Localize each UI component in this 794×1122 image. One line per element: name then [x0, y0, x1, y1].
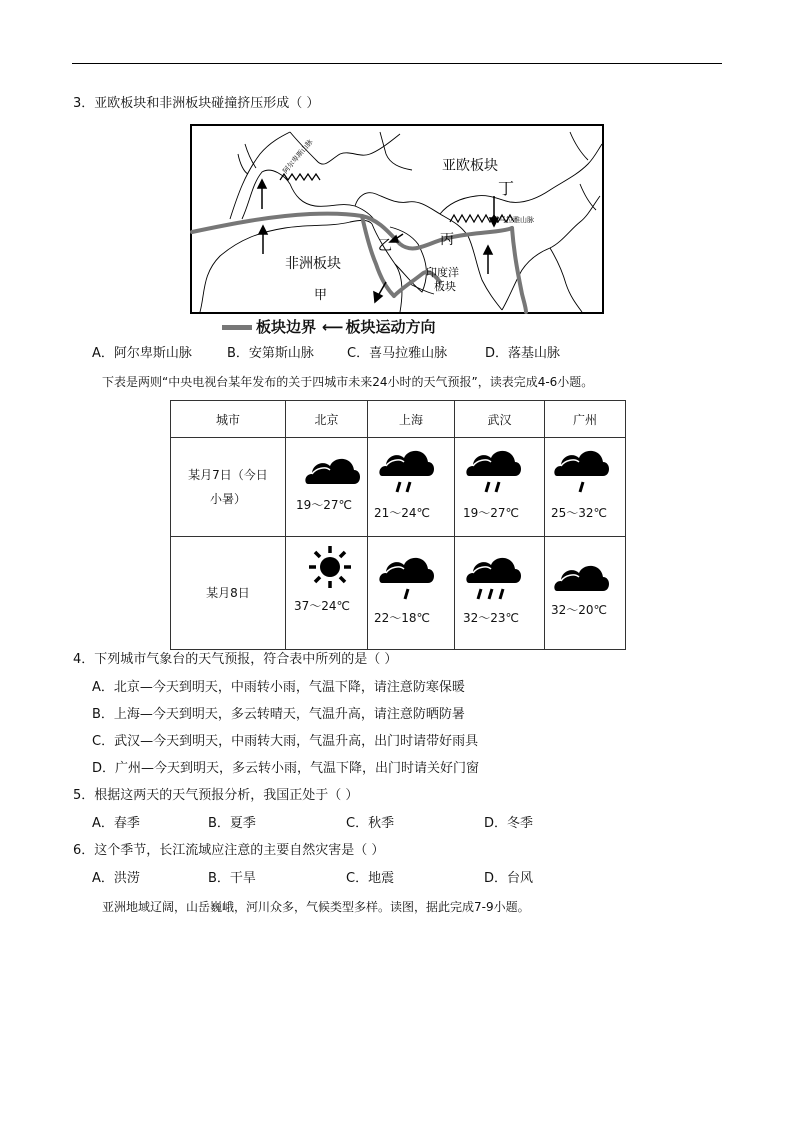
- q4-stem: 4．下列城市气象台的天气预报，符合表中所列的是（ ）: [73, 652, 398, 667]
- q3-option-c[interactable]: C．喜马拉雅山脉: [347, 346, 448, 361]
- cloud-icon: [553, 555, 611, 597]
- q6-option-a[interactable]: A．洪涝: [92, 871, 140, 886]
- bing-label: 丙: [440, 232, 454, 248]
- yi-label: 乙: [378, 238, 392, 254]
- header-guangzhou: 广州: [545, 401, 626, 438]
- q5-stem: 5．根据这两天的天气预报分析，我国正处于（ ）: [73, 788, 359, 803]
- map-legend: [222, 316, 436, 337]
- row-label-line: 某月7日（今日: [188, 468, 268, 482]
- row-label-day7: [171, 438, 286, 537]
- legend-direction: 板块运动方向: [345, 318, 436, 336]
- header-shanghai: 上海: [368, 401, 455, 438]
- wx-cell: [455, 537, 545, 650]
- header-beijing: 北京: [286, 401, 368, 438]
- q3-options: [92, 345, 560, 363]
- q3-option-b[interactable]: B．安第斯山脉: [227, 346, 314, 361]
- wx-cell: [286, 438, 368, 537]
- table-row: [171, 438, 626, 537]
- q4-option-a[interactable]: A．北京—今天到明天，中雨转小雨，气温下降，请注意防寒保暖: [92, 680, 465, 695]
- q4-option-c[interactable]: C．武汉—今天到明天，中雨转大雨，气温升高，出门时请带好雨具: [92, 734, 479, 749]
- q5-options: [92, 815, 533, 833]
- table-row: [171, 537, 626, 650]
- weather-table: [170, 400, 626, 650]
- header-wuhan: 武汉: [455, 401, 545, 438]
- wx-cell: [545, 537, 626, 650]
- legend-boundary: 板块边界: [256, 318, 317, 336]
- q6-stem: 6．这个季节，长江流域应注意的主要自然灾害是（ ）: [73, 843, 385, 858]
- temp: 22～18℃: [374, 611, 431, 625]
- wx-cell: [368, 438, 455, 537]
- q3-stem: 3．亚欧板块和非洲板块碰撞挤压形成（ ）: [73, 96, 320, 111]
- light-rain-icon: [553, 446, 611, 496]
- table-header-row: [171, 401, 626, 438]
- wx-cell: [545, 438, 626, 537]
- row-label-line: 某月8日: [206, 586, 250, 600]
- temp: 19～27℃: [463, 506, 520, 520]
- boundary-swatch: [222, 325, 252, 330]
- temp: 32～20℃: [551, 603, 608, 617]
- header-rule: [72, 63, 722, 64]
- moderate-rain-icon: [378, 446, 436, 496]
- header-city: 城市: [171, 401, 286, 438]
- q6-option-b[interactable]: B．干旱: [208, 871, 256, 886]
- wx-cell: [368, 537, 455, 650]
- temp: 19～27℃: [296, 498, 353, 512]
- eurasian-plate-label: 亚欧板块: [442, 158, 498, 174]
- sun-icon: [308, 545, 352, 589]
- indian-plate-label-1: 印度洋: [426, 266, 459, 279]
- q3-option-a[interactable]: A．阿尔卑斯山脉: [92, 346, 192, 361]
- alps-label: 阿尔卑斯山脉: [281, 137, 315, 176]
- q6-option-d[interactable]: D．台风: [484, 871, 534, 886]
- q6-options: [92, 870, 533, 888]
- temp: 21～24℃: [374, 506, 431, 520]
- african-plate-label: 非洲板块: [285, 256, 341, 272]
- wx-cell: [455, 438, 545, 537]
- row-label-line: 小暑）: [209, 492, 246, 506]
- intro-7-9: 亚洲地域辽阔，山岳巍峨，河川众多，气候类型多样。读图，据此完成7-9小题。: [102, 900, 530, 914]
- temp: 25～32℃: [551, 506, 608, 520]
- q5-option-c[interactable]: C．秋季: [346, 816, 395, 831]
- plate-map: [190, 124, 604, 314]
- ding-label: 丁: [498, 179, 515, 198]
- temp: 32～23℃: [463, 611, 520, 625]
- wx-cell: [286, 537, 368, 650]
- heavy-rain-icon: [465, 553, 523, 603]
- indian-plate-label-2: 板块: [434, 280, 456, 293]
- q5-option-a[interactable]: A．春季: [92, 816, 140, 831]
- row-label-day8: [171, 537, 286, 650]
- q5-option-b[interactable]: B．夏季: [208, 816, 256, 831]
- moderate-rain-icon: [465, 446, 523, 496]
- q6-option-c[interactable]: C．地震: [346, 871, 395, 886]
- q3-option-d[interactable]: D．落基山脉: [485, 346, 561, 361]
- himalaya-label: 喜马拉雅山脉: [492, 216, 534, 224]
- cloud-icon: [304, 448, 360, 490]
- intro-4-6: 下表是两则“中央电视台某年发布的关于四城市未来24小时的天气预报”，读表完成4-6小题。: [102, 375, 594, 389]
- arrow-left-icon: ⟵: [322, 318, 344, 336]
- light-rain-icon: [378, 553, 436, 603]
- temp: 37～24℃: [294, 599, 351, 613]
- q4-option-b[interactable]: B．上海—今天到明天，多云转晴天，气温升高，请注意防晒防暑: [92, 707, 465, 722]
- q5-option-d[interactable]: D．冬季: [484, 816, 534, 831]
- q4-option-d[interactable]: D．广州—今天到明天，多云转小雨，气温下降，出门时请关好门窗: [92, 761, 480, 776]
- jia-label: 甲: [314, 288, 328, 303]
